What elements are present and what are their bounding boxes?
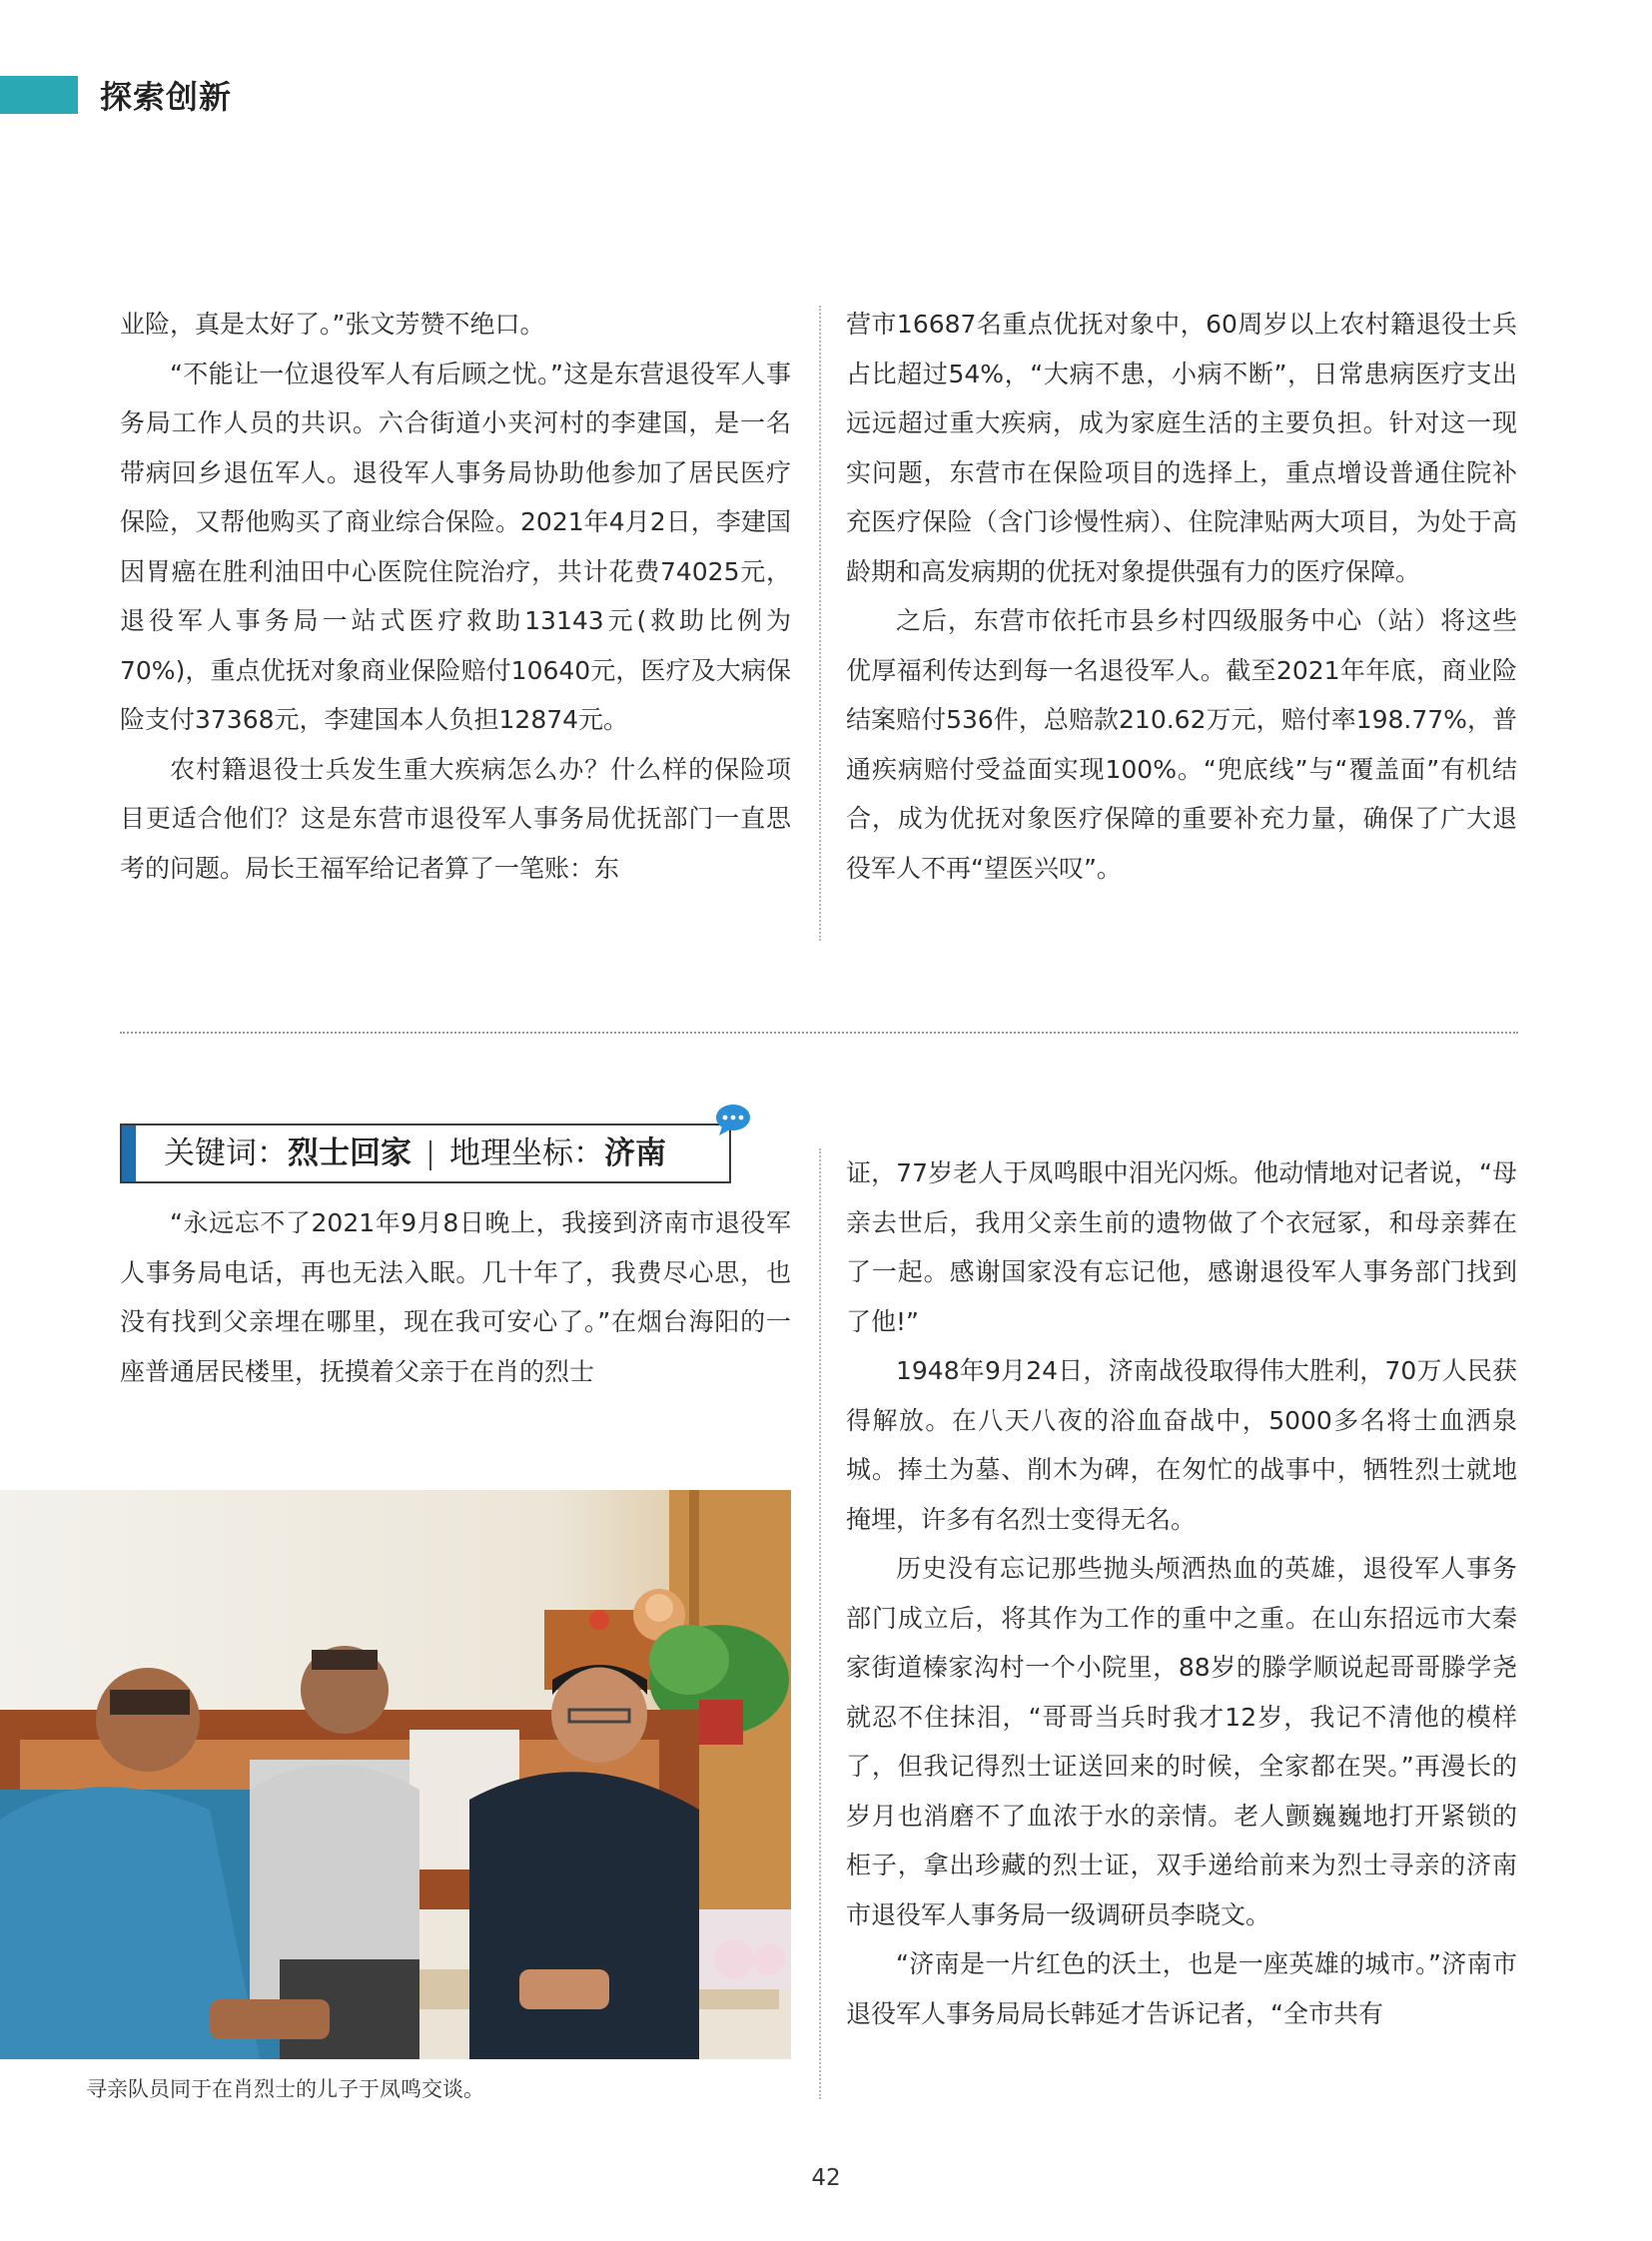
location-value: 济南	[604, 1135, 666, 1171]
chat-bubble-icon	[713, 1103, 753, 1136]
column-divider	[819, 1148, 821, 2099]
paragraph: “不能让一位退役军人有后顾之忧。”这是东营退役军人事务局工作人员的共识。六合街道小夹河村的李建国，是一名带病回乡退伍军人。退役军人事务局协助他参加了居民医疗保险，又帮他购买了商业综合保险。2021年4月2日，李建国因胃癌在胜利油田中心医院住院治疗，共计花费74025元，退役军人事务局一站式医疗救助13143元(救助比例为70%)，重点优抚对象商业保险赔付10640元，医疗及大病保险支付37368元，李建国本人负担12874元。	[120, 359, 791, 734]
paragraph: 业险，真是太好了。”张文芳赞不绝口。	[120, 310, 545, 339]
article-column-top-left	[120, 300, 791, 893]
keyword-value: 烈士回家	[288, 1135, 412, 1171]
paragraph: “济南是一片红色的沃土，也是一座英雄的城市。”济南市退役军人事务局局长韩延才告诉记者，“全市共有	[846, 1949, 1517, 2028]
paragraph: 农村籍退役士兵发生重大疾病怎么办？什么样的保险项目更适合他们？这是东营市退役军人事务局优抚部门一直思考的问题。局长王福军给记者算了一笔账：东	[120, 754, 791, 883]
section-divider	[120, 1032, 1518, 1034]
article-column-top-right	[846, 300, 1517, 893]
column-divider	[819, 306, 821, 941]
keyword-label: 关键词：	[164, 1135, 288, 1171]
paragraph: 1948年9月24日，济南战役取得伟大胜利，70万人民获得解放。在八天八夜的浴血奋战中，5000多名将士血洒泉城。捧土为墓、削木为碑，在匆忙的战事中，牺牲烈士就地掩埋，许多有名烈士变得无名。	[846, 1356, 1517, 1534]
page-number: 42	[811, 2165, 841, 2191]
keyword-text	[164, 1125, 666, 1181]
keyword-separator	[429, 1140, 431, 1170]
paragraph: 之后，东营市依托市县乡村四级服务中心（站）将这些优厚福利传达到每一名退役军人。截至2021年年底，商业险结案赔付536件，总赔款210.62万元，赔付率198.77%，普通疾病赔付受益面实现100%。“兜底线”与“覆盖面”有机结合，成为优抚对象医疗保障的重要补充力量，确保了广大退役军人不再“望医兴叹”。	[846, 606, 1517, 883]
section-color-bar	[0, 76, 78, 114]
paragraph: 证，77岁老人于凤鸣眼中泪光闪烁。他动情地对记者说，“母亲去世后，我用父亲生前的遗物做了个衣冠冢，和母亲葬在了一起。感谢国家没有忘记他，感谢退役军人事务部门找到了他!”	[846, 1158, 1517, 1336]
location-label: 地理坐标：	[449, 1135, 604, 1171]
paragraph: 历史没有忘记那些抛头颅洒热血的英雄，退役军人事务部门成立后，将其作为工作的重中之重。在山东招远市大秦家街道榛家沟村一个小院里，88岁的滕学顺说起哥哥滕学尧就忍不住抹泪，“哥哥当兵时我才12岁，我记不清他的模样了，但我记得烈士证送回来的时候，全家都在哭。”再漫长的岁月也消磨不了血浓于水的亲情。老人颤巍巍地打开紧锁的柜子，拿出珍藏的烈士证，双手递给前来为烈士寻亲的济南市退役军人事务局一级调研员李晓文。	[846, 1554, 1517, 1929]
keyword-accent-bar	[122, 1125, 136, 1181]
article-photo	[0, 1490, 791, 2059]
paragraph: 营市16687名重点优抚对象中，60周岁以上农村籍退役士兵占比超过54%，“大病不患，小病不断”，日常患病医疗支出远远超过重大疾病，成为家庭生活的主要负担。针对这一现实问题，东营市在保险项目的选择上，重点增设普通住院补充医疗保险（含门诊慢性病）、住院津贴两大项目，为处于高龄期和高发病期的优抚对象提供强有力的医疗保障。	[846, 310, 1517, 586]
keyword-box	[120, 1123, 731, 1183]
paragraph: “永远忘不了2021年9月8日晚上，我接到济南市退役军人事务局电话，再也无法入眠。几十年了，我费尽心思，也没有找到父亲埋在哪里，现在我可安心了。”在烟台海阳的一座普通居民楼里，抚摸着父亲于在肖的烈士	[120, 1208, 791, 1386]
section-title: 探索创新	[100, 78, 233, 116]
article-column-bottom-left	[120, 1198, 791, 1396]
article-column-bottom-right	[846, 1148, 1517, 2038]
photo-caption: 寻亲队员同于在肖烈士的儿子于凤鸣交谈。	[86, 2077, 484, 2101]
